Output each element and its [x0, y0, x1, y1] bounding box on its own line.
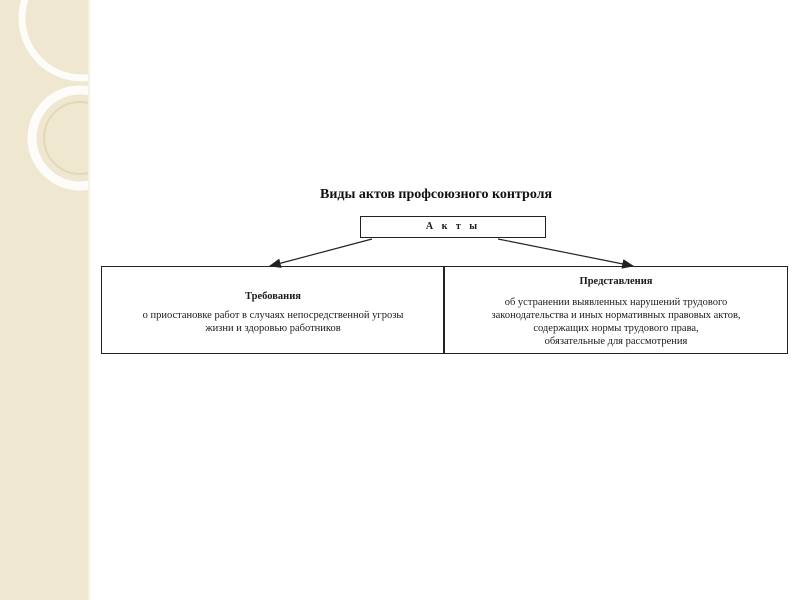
branch-trebovaniya: [103, 290, 443, 335]
arrow-to-trebovaniya: [270, 239, 372, 266]
branch-text-line: о приостановке работ в случаях непосредственной угрозы: [142, 310, 404, 321]
branch-heading: Требования: [245, 291, 301, 302]
branch-text-line: содержащих нормы трудового права,: [533, 323, 699, 334]
branch-text-line: жизни и здоровью работников: [205, 323, 341, 334]
branch-heading: Представления: [579, 276, 653, 287]
root-node-akty: А к т ы: [360, 216, 546, 238]
table-divider: [443, 266, 445, 354]
arrow-to-predstavleniya: [498, 239, 633, 266]
branch-text-line: об устранении выявленных нарушений трудового: [504, 297, 728, 308]
branch-text-line: обязательные для рассмотрения: [544, 336, 688, 347]
diagram-title: Виды актов профсоюзного контроля: [320, 187, 553, 202]
branch-text-line: законодательства и иных нормативных правовых актов,: [491, 310, 741, 321]
branch-predstavleniya: [446, 275, 786, 348]
